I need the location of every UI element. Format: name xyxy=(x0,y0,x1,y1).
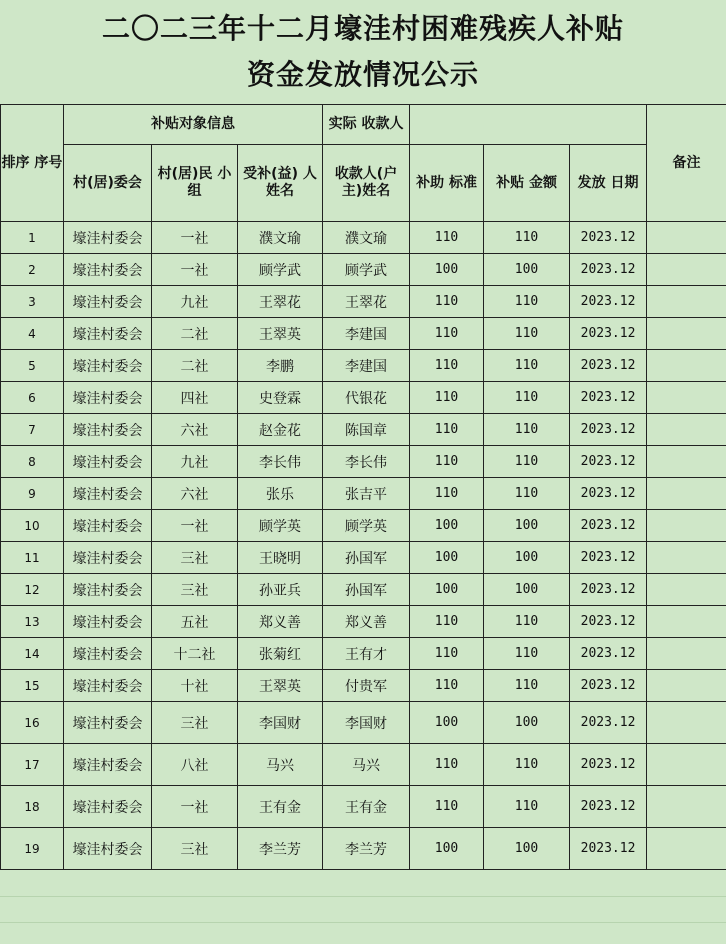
payment-date-cell: 2023.12 xyxy=(570,542,647,574)
header-recipient: 收款人(户 主)姓名 xyxy=(323,145,410,222)
village-committee-cell: 壕洼村委会 xyxy=(64,702,152,744)
village-committee-cell: 壕洼村委会 xyxy=(64,638,152,670)
header-amount: 补贴 金额 xyxy=(484,145,570,222)
beneficiary-name-cell: 赵金花 xyxy=(238,414,323,446)
remark-cell xyxy=(647,350,726,382)
village-committee-cell: 壕洼村委会 xyxy=(64,510,152,542)
payment-date-cell: 2023.12 xyxy=(570,828,647,870)
village-group-cell: 九社 xyxy=(152,286,238,318)
village-committee-cell: 壕洼村委会 xyxy=(64,254,152,286)
village-committee-cell: 壕洼村委会 xyxy=(64,606,152,638)
header-date: 发放 日期 xyxy=(570,145,647,222)
remark-cell xyxy=(647,222,726,254)
beneficiary-name-cell: 顾学英 xyxy=(238,510,323,542)
remark-cell xyxy=(647,414,726,446)
header-remarks: 备注 xyxy=(647,105,726,222)
village-committee-cell: 壕洼村委会 xyxy=(64,414,152,446)
row-index: 12 xyxy=(1,574,64,606)
header-standard: 补助 标准 xyxy=(410,145,484,222)
payment-date-cell: 2023.12 xyxy=(570,478,647,510)
village-group-cell: 六社 xyxy=(152,478,238,510)
remark-cell xyxy=(647,638,726,670)
row-index: 18 xyxy=(1,786,64,828)
subsidy-amount-cell: 100 xyxy=(484,254,570,286)
beneficiary-name-cell: 王翠花 xyxy=(238,286,323,318)
subsidy-standard-cell: 110 xyxy=(410,786,484,828)
village-committee-cell: 壕洼村委会 xyxy=(64,286,152,318)
beneficiary-name-cell: 马兴 xyxy=(238,744,323,786)
table-row xyxy=(1,606,726,638)
subsidy-standard-cell: 110 xyxy=(410,606,484,638)
beneficiary-name-cell: 史登霖 xyxy=(238,382,323,414)
payment-date-cell: 2023.12 xyxy=(570,744,647,786)
village-committee-cell: 壕洼村委会 xyxy=(64,350,152,382)
recipient-name-cell: 李国财 xyxy=(323,702,410,744)
header-target-group: 补贴对象信息 xyxy=(64,105,323,145)
row-index: 8 xyxy=(1,446,64,478)
recipient-name-cell: 王有才 xyxy=(323,638,410,670)
table-row xyxy=(1,478,726,510)
payment-date-cell: 2023.12 xyxy=(570,446,647,478)
village-committee-cell: 壕洼村委会 xyxy=(64,828,152,870)
row-index: 13 xyxy=(1,606,64,638)
table-row xyxy=(1,414,726,446)
subsidy-standard-cell: 100 xyxy=(410,542,484,574)
subsidy-amount-cell: 110 xyxy=(484,606,570,638)
payment-date-cell: 2023.12 xyxy=(570,638,647,670)
village-committee-cell: 壕洼村委会 xyxy=(64,382,152,414)
subsidy-standard-cell: 110 xyxy=(410,318,484,350)
subsidy-table xyxy=(0,104,726,870)
village-committee-cell: 壕洼村委会 xyxy=(64,222,152,254)
village-committee-cell: 壕洼村委会 xyxy=(64,786,152,828)
row-index: 16 xyxy=(1,702,64,744)
recipient-name-cell: 濮文瑜 xyxy=(323,222,410,254)
remark-cell xyxy=(647,786,726,828)
header-village-committee: 村(居)委会 xyxy=(64,145,152,222)
subsidy-amount-cell: 110 xyxy=(484,670,570,702)
recipient-name-cell: 孙国军 xyxy=(323,574,410,606)
payment-date-cell: 2023.12 xyxy=(570,702,647,744)
subsidy-standard-cell: 110 xyxy=(410,478,484,510)
recipient-name-cell: 顾学武 xyxy=(323,254,410,286)
recipient-name-cell: 张吉平 xyxy=(323,478,410,510)
table-row xyxy=(1,638,726,670)
table-row xyxy=(1,318,726,350)
table-row xyxy=(1,542,726,574)
village-group-cell: 一社 xyxy=(152,254,238,286)
village-group-cell: 十二社 xyxy=(152,638,238,670)
header-seq: 排序 序号 xyxy=(1,105,64,222)
row-index: 3 xyxy=(1,286,64,318)
village-group-cell: 六社 xyxy=(152,414,238,446)
beneficiary-name-cell: 张乐 xyxy=(238,478,323,510)
subsidy-standard-cell: 110 xyxy=(410,638,484,670)
subsidy-amount-cell: 110 xyxy=(484,222,570,254)
beneficiary-name-cell: 顾学武 xyxy=(238,254,323,286)
payment-date-cell: 2023.12 xyxy=(570,574,647,606)
subsidy-amount-cell: 100 xyxy=(484,542,570,574)
remark-cell xyxy=(647,670,726,702)
table-row xyxy=(1,222,726,254)
subsidy-amount-cell: 100 xyxy=(484,702,570,744)
payment-date-cell: 2023.12 xyxy=(570,606,647,638)
subsidy-amount-cell: 110 xyxy=(484,414,570,446)
table-row xyxy=(1,828,726,870)
payment-date-cell: 2023.12 xyxy=(570,382,647,414)
remark-cell xyxy=(647,606,726,638)
beneficiary-name-cell: 濮文瑜 xyxy=(238,222,323,254)
row-index: 7 xyxy=(1,414,64,446)
subsidy-standard-cell: 110 xyxy=(410,446,484,478)
subsidy-amount-cell: 110 xyxy=(484,318,570,350)
village-group-cell: 二社 xyxy=(152,350,238,382)
payment-date-cell: 2023.12 xyxy=(570,318,647,350)
village-committee-cell: 壕洼村委会 xyxy=(64,478,152,510)
subsidy-amount-cell: 110 xyxy=(484,350,570,382)
subsidy-standard-cell: 100 xyxy=(410,510,484,542)
row-index: 10 xyxy=(1,510,64,542)
subsidy-standard-cell: 100 xyxy=(410,574,484,606)
village-committee-cell: 壕洼村委会 xyxy=(64,446,152,478)
beneficiary-name-cell: 李长伟 xyxy=(238,446,323,478)
beneficiary-name-cell: 张菊红 xyxy=(238,638,323,670)
table-row xyxy=(1,286,726,318)
remark-cell xyxy=(647,510,726,542)
subsidy-standard-cell: 110 xyxy=(410,414,484,446)
village-group-cell: 一社 xyxy=(152,222,238,254)
remark-cell xyxy=(647,382,726,414)
beneficiary-name-cell: 李兰芳 xyxy=(238,828,323,870)
remark-cell xyxy=(647,828,726,870)
village-group-cell: 四社 xyxy=(152,382,238,414)
remark-cell xyxy=(647,254,726,286)
beneficiary-name-cell: 王有金 xyxy=(238,786,323,828)
subsidy-amount-cell: 110 xyxy=(484,382,570,414)
subsidy-standard-cell: 110 xyxy=(410,222,484,254)
village-group-cell: 三社 xyxy=(152,702,238,744)
recipient-name-cell: 李兰芳 xyxy=(323,828,410,870)
row-index: 5 xyxy=(1,350,64,382)
row-index: 1 xyxy=(1,222,64,254)
subsidy-amount-cell: 110 xyxy=(484,446,570,478)
recipient-name-cell: 李长伟 xyxy=(323,446,410,478)
remark-cell xyxy=(647,744,726,786)
recipient-name-cell: 孙国军 xyxy=(323,542,410,574)
row-index: 9 xyxy=(1,478,64,510)
village-group-cell: 三社 xyxy=(152,542,238,574)
subsidy-amount-cell: 110 xyxy=(484,478,570,510)
village-committee-cell: 壕洼村委会 xyxy=(64,542,152,574)
recipient-name-cell: 王翠花 xyxy=(323,286,410,318)
subsidy-amount-cell: 110 xyxy=(484,786,570,828)
empty-sheet-area xyxy=(0,870,726,944)
row-index: 15 xyxy=(1,670,64,702)
recipient-name-cell: 马兴 xyxy=(323,744,410,786)
recipient-name-cell: 李建国 xyxy=(323,318,410,350)
recipient-name-cell: 陈国章 xyxy=(323,414,410,446)
village-group-cell: 一社 xyxy=(152,510,238,542)
village-group-cell: 二社 xyxy=(152,318,238,350)
subsidy-standard-cell: 100 xyxy=(410,828,484,870)
payment-date-cell: 2023.12 xyxy=(570,350,647,382)
payment-date-cell: 2023.12 xyxy=(570,414,647,446)
subsidy-standard-cell: 100 xyxy=(410,254,484,286)
recipient-name-cell: 顾学英 xyxy=(323,510,410,542)
payment-date-cell: 2023.12 xyxy=(570,286,647,318)
subsidy-amount-cell: 110 xyxy=(484,638,570,670)
row-index: 6 xyxy=(1,382,64,414)
remark-cell xyxy=(647,446,726,478)
village-group-cell: 三社 xyxy=(152,828,238,870)
subsidy-amount-cell: 110 xyxy=(484,286,570,318)
remark-cell xyxy=(647,286,726,318)
row-index: 11 xyxy=(1,542,64,574)
table-row xyxy=(1,350,726,382)
recipient-name-cell: 李建国 xyxy=(323,350,410,382)
header-actual-recipient-group: 实际 收款人 xyxy=(323,105,410,145)
recipient-name-cell: 郑义善 xyxy=(323,606,410,638)
village-group-cell: 五社 xyxy=(152,606,238,638)
header-blank-group xyxy=(410,105,647,145)
beneficiary-name-cell: 郑义善 xyxy=(238,606,323,638)
recipient-name-cell: 付贵军 xyxy=(323,670,410,702)
header-village-group: 村(居)民 小组 xyxy=(152,145,238,222)
beneficiary-name-cell: 孙亚兵 xyxy=(238,574,323,606)
remark-cell xyxy=(647,542,726,574)
row-index: 4 xyxy=(1,318,64,350)
document-title xyxy=(0,0,726,104)
table-row xyxy=(1,254,726,286)
village-committee-cell: 壕洼村委会 xyxy=(64,670,152,702)
table-row xyxy=(1,574,726,606)
row-index: 14 xyxy=(1,638,64,670)
subsidy-standard-cell: 110 xyxy=(410,670,484,702)
row-index: 2 xyxy=(1,254,64,286)
village-committee-cell: 壕洼村委会 xyxy=(64,574,152,606)
subsidy-amount-cell: 100 xyxy=(484,510,570,542)
beneficiary-name-cell: 王晓明 xyxy=(238,542,323,574)
payment-date-cell: 2023.12 xyxy=(570,670,647,702)
header-beneficiary: 受补(益) 人姓名 xyxy=(238,145,323,222)
subsidy-standard-cell: 110 xyxy=(410,350,484,382)
subsidy-standard-cell: 110 xyxy=(410,286,484,318)
recipient-name-cell: 王有金 xyxy=(323,786,410,828)
village-committee-cell: 壕洼村委会 xyxy=(64,744,152,786)
recipient-name-cell: 代银花 xyxy=(323,382,410,414)
title-line-1: 二〇二三年十二月壕洼村困难残疾人补贴 xyxy=(101,12,624,45)
table-row xyxy=(1,382,726,414)
payment-date-cell: 2023.12 xyxy=(570,786,647,828)
remark-cell xyxy=(647,702,726,744)
payment-date-cell: 2023.12 xyxy=(570,254,647,286)
beneficiary-name-cell: 李鹏 xyxy=(238,350,323,382)
beneficiary-name-cell: 王翠英 xyxy=(238,318,323,350)
remark-cell xyxy=(647,318,726,350)
subsidy-standard-cell: 110 xyxy=(410,744,484,786)
village-group-cell: 一社 xyxy=(152,786,238,828)
row-index: 19 xyxy=(1,828,64,870)
village-group-cell: 三社 xyxy=(152,574,238,606)
subsidy-amount-cell: 100 xyxy=(484,574,570,606)
village-group-cell: 九社 xyxy=(152,446,238,478)
table-row xyxy=(1,670,726,702)
table-row xyxy=(1,446,726,478)
table-row xyxy=(1,702,726,744)
table-row xyxy=(1,510,726,542)
village-group-cell: 八社 xyxy=(152,744,238,786)
beneficiary-name-cell: 李国财 xyxy=(238,702,323,744)
subsidy-standard-cell: 110 xyxy=(410,382,484,414)
payment-date-cell: 2023.12 xyxy=(570,222,647,254)
remark-cell xyxy=(647,574,726,606)
remark-cell xyxy=(647,478,726,510)
payment-date-cell: 2023.12 xyxy=(570,510,647,542)
table-row xyxy=(1,744,726,786)
subsidy-standard-cell: 100 xyxy=(410,702,484,744)
subsidy-amount-cell: 100 xyxy=(484,828,570,870)
table-row xyxy=(1,786,726,828)
row-index: 17 xyxy=(1,744,64,786)
title-line-2: 资金发放情况公示 xyxy=(246,58,479,91)
beneficiary-name-cell: 王翠英 xyxy=(238,670,323,702)
subsidy-amount-cell: 110 xyxy=(484,744,570,786)
village-group-cell: 十社 xyxy=(152,670,238,702)
village-committee-cell: 壕洼村委会 xyxy=(64,318,152,350)
